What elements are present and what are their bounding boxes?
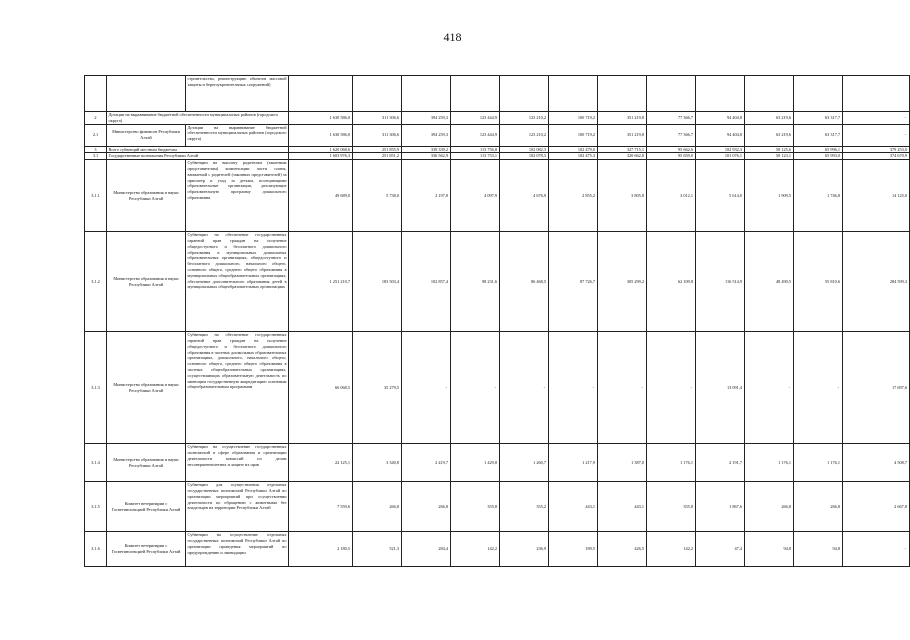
description-cell: Субвенции на осуществление государственных полномочий в сфере образования и организации деятельности комиссий по делам несовершеннолетних и защите их прав bbox=[186, 444, 289, 482]
value-cell: 443,1 bbox=[549, 482, 598, 532]
value-cell bbox=[500, 76, 549, 112]
value-cell: - bbox=[647, 332, 696, 444]
value-cell: 1 251 210,7 bbox=[289, 232, 353, 332]
owner-cell bbox=[107, 76, 186, 112]
description-cell: Субвенции на обеспечение государственных гарантий прав граждан на получение общедоступного и бесплатного дошкольного образования в муниципальных дошкольных образовательных организациях, общедоступного и бесплатного дошкольного, начального общего, основного общего, среднего общего образования в муниципальных общеобразовательных организациях, обеспечение дополнительного образования детей в муниципальных общеобразовательных организациях bbox=[186, 232, 289, 332]
value-cell: - bbox=[451, 332, 500, 444]
row-number-cell: 3 bbox=[85, 146, 107, 153]
description-cell: Субвенции на осуществление отдельных государственных полномочий Республики Алтай по организации проведения мероприятий по предупреждению и ликвидации bbox=[186, 532, 289, 567]
value-cell: 123 210,2 bbox=[500, 112, 549, 125]
value-cell: 379 253,0 bbox=[843, 146, 910, 153]
value-cell: 320 662,8 bbox=[598, 153, 647, 160]
value-cell: 355,8 bbox=[647, 482, 696, 532]
value-cell: 63 317,7 bbox=[794, 112, 843, 125]
value-cell: 3 340,8 bbox=[353, 444, 402, 482]
table-row bbox=[85, 112, 910, 125]
value-cell: 2 197,8 bbox=[402, 160, 451, 232]
value-cell: 5 614,0 bbox=[696, 160, 745, 232]
value-cell: 102 857,4 bbox=[402, 232, 451, 332]
owner-cell: Министерство образования и науки Республики Алтай bbox=[107, 160, 186, 232]
value-cell: 65 996,1 bbox=[794, 146, 843, 153]
value-cell: 116 514,9 bbox=[696, 232, 745, 332]
value-cell: 266,8 bbox=[794, 482, 843, 532]
value-cell: 62 109,8 bbox=[647, 232, 696, 332]
value-cell bbox=[353, 76, 402, 112]
value-cell: 66 068,5 bbox=[289, 332, 353, 444]
value-cell bbox=[843, 76, 910, 112]
value-cell: 1 260,7 bbox=[500, 444, 549, 482]
row-number-cell: 3.1.5 bbox=[85, 482, 107, 532]
value-cell: 4 508,7 bbox=[843, 444, 910, 482]
value-cell: 13 091,4 bbox=[696, 332, 745, 444]
value-cell: 339 339,2 bbox=[402, 146, 451, 153]
value-cell: 95 659,0 bbox=[647, 153, 696, 160]
value-cell: 182 932,3 bbox=[696, 146, 745, 153]
value-cell: 311 306,6 bbox=[353, 112, 402, 125]
value-cell: 1 176,1 bbox=[794, 444, 843, 482]
value-cell: 100 719,2 bbox=[549, 112, 598, 125]
value-cell: 1 217,9 bbox=[549, 444, 598, 482]
value-cell: - bbox=[794, 332, 843, 444]
table-row bbox=[85, 532, 910, 567]
value-cell bbox=[289, 76, 353, 112]
value-cell: 95 662,6 bbox=[647, 146, 696, 153]
value-cell: 351 219,8 bbox=[598, 124, 647, 146]
value-cell: 336 562,9 bbox=[402, 153, 451, 160]
table-row bbox=[85, 332, 910, 444]
description-cell: Субвенции для осуществления отдельных государственных полномочий Республики Алтай по организации мероприятий при осуществлении деятельности по обращению с животными без владельцев на территории Республики Алтай bbox=[186, 482, 289, 532]
value-cell: 98 231,6 bbox=[451, 232, 500, 332]
value-cell: 102 475,3 bbox=[549, 153, 598, 160]
value-cell: 100 719,2 bbox=[549, 124, 598, 146]
description-cell: Субвенции на обеспечение государственных гарантий прав граждан на получение общедоступного и бесплатного дошкольного образования в частных дошкольных образовательных организациях, дошкольного, начального общего, основного общего, среднего общего образования в частных общеобразовательных организациях, осуществляющих образовательную деятельность по имеющим государственную аккредитацию основным общеобразовательным программам bbox=[186, 332, 289, 444]
value-cell: 327 715,1 bbox=[598, 146, 647, 153]
value-cell: 1 746,8 bbox=[794, 160, 843, 232]
value-cell: 49 689,0 bbox=[289, 160, 353, 232]
value-cell: 251 851,2 bbox=[353, 153, 402, 160]
value-cell: 1 620 068,6 bbox=[289, 146, 353, 153]
row-title-cell: Дотации на выравнивание бюджетной обеспеченности муниципальных районов (городского округа) bbox=[107, 112, 289, 125]
owner-cell: Министерство образования и науки Республики Алтай bbox=[107, 444, 186, 482]
value-cell: 113 753,1 bbox=[451, 153, 500, 160]
description-cell: Дотации на выравнивание бюджетной обеспеченности муниципальных районов (городского округа) bbox=[186, 124, 289, 146]
value-cell: 2 855,2 bbox=[549, 160, 598, 232]
value-cell: 113 756,8 bbox=[451, 146, 500, 153]
value-cell: 22 125,1 bbox=[289, 444, 353, 482]
value-cell bbox=[598, 76, 647, 112]
value-cell: 63 317,7 bbox=[794, 124, 843, 146]
value-cell: 1 867,6 bbox=[696, 482, 745, 532]
value-cell bbox=[451, 76, 500, 112]
row-title-cell: Всего субвенций местным бюджетам bbox=[107, 146, 289, 153]
value-cell: 102 078,3 bbox=[500, 153, 549, 160]
value-cell: - bbox=[843, 532, 910, 567]
row-number-cell: 3.1 bbox=[85, 153, 107, 160]
value-cell: - bbox=[598, 332, 647, 444]
value-cell: 305 299,2 bbox=[598, 232, 647, 332]
value-cell: 374 670,9 bbox=[843, 153, 910, 160]
value-cell: 5 738,0 bbox=[353, 160, 402, 232]
value-cell: 123 210,2 bbox=[500, 124, 549, 146]
owner-cell: Министерство финансов Республики Алтай bbox=[107, 124, 186, 146]
value-cell: 1 603 976,3 bbox=[289, 153, 353, 160]
value-cell: 123 444,9 bbox=[451, 124, 500, 146]
value-cell: 1 630 586,0 bbox=[289, 112, 353, 125]
value-cell bbox=[402, 76, 451, 112]
value-cell: 4 676,9 bbox=[500, 160, 549, 232]
value-cell: 14 125,0 bbox=[843, 160, 910, 232]
value-cell: 355,2 bbox=[500, 482, 549, 532]
value-cell: 284 599,3 bbox=[843, 232, 910, 332]
value-cell: 86 468,5 bbox=[500, 232, 549, 332]
value-cell: 94,8 bbox=[794, 532, 843, 567]
row-number-cell bbox=[85, 76, 107, 112]
value-cell: - bbox=[745, 332, 794, 444]
value-cell: 142,2 bbox=[647, 532, 696, 567]
value-cell: 63 219,6 bbox=[745, 112, 794, 125]
value-cell: 2 191,7 bbox=[696, 444, 745, 482]
table-row bbox=[85, 482, 910, 532]
value-cell: 3 805,8 bbox=[598, 160, 647, 232]
value-cell: - bbox=[549, 332, 598, 444]
value-cell: 1 909,5 bbox=[745, 160, 794, 232]
value-cell: 3 012,1 bbox=[647, 160, 696, 232]
value-cell: 426,5 bbox=[598, 532, 647, 567]
table-row bbox=[85, 146, 910, 153]
value-cell: 55 810,6 bbox=[794, 232, 843, 332]
value-cell: 236,9 bbox=[500, 532, 549, 567]
row-number-cell: 3.1.4 bbox=[85, 444, 107, 482]
value-cell: 284,4 bbox=[402, 532, 451, 567]
value-cell: 7 559,6 bbox=[289, 482, 353, 532]
value-cell: 35 279,5 bbox=[353, 332, 402, 444]
value-cell: 266,8 bbox=[745, 482, 794, 532]
description-cell: Субвенции на выплату родителям (законным представителям) компенсации части платы, взимаемой с родителей (законных представителей) за присмотр и уход за детьми, посещающими образовательные организации, реализующие образовательную программу дошкольного образования bbox=[186, 160, 289, 232]
owner-cell: Министерство образования и науки Республики Алтай bbox=[107, 332, 186, 444]
value-cell: 2 667,8 bbox=[843, 482, 910, 532]
value-cell: 77 366,7 bbox=[647, 124, 696, 146]
budget-table-container bbox=[84, 75, 907, 567]
value-cell: - bbox=[843, 112, 910, 125]
value-cell: 355,8 bbox=[451, 482, 500, 532]
value-cell: 311 306,6 bbox=[353, 124, 402, 146]
value-cell: 94 404,8 bbox=[696, 124, 745, 146]
row-number-cell: 3.1.3 bbox=[85, 332, 107, 444]
value-cell: 58 123,1 bbox=[745, 153, 794, 160]
value-cell: 443,1 bbox=[598, 482, 647, 532]
value-cell: 2 419,7 bbox=[402, 444, 451, 482]
value-cell: 1 387,0 bbox=[598, 444, 647, 482]
value-cell: 48 490,5 bbox=[745, 232, 794, 332]
value-cell: 63 219,6 bbox=[745, 124, 794, 146]
value-cell bbox=[647, 76, 696, 112]
value-cell: 87 726,7 bbox=[549, 232, 598, 332]
value-cell: 251 855,9 bbox=[353, 146, 402, 153]
table-row bbox=[85, 232, 910, 332]
row-number-cell: 3.1.1 bbox=[85, 160, 107, 232]
value-cell: 142,2 bbox=[451, 532, 500, 567]
value-cell: 4 097,9 bbox=[451, 160, 500, 232]
value-cell: 394 259,3 bbox=[402, 112, 451, 125]
table-row bbox=[85, 160, 910, 232]
value-cell: 189,5 bbox=[549, 532, 598, 567]
value-cell: 102 479,0 bbox=[549, 146, 598, 153]
description-cell: строительство, реконструкцию объектов массовой защиты и берегоукрепительных сооружений) bbox=[186, 76, 289, 112]
value-cell: - bbox=[402, 332, 451, 444]
owner-cell: Комитет ветеринарии с Госветинспекцией Республики Алтай bbox=[107, 482, 186, 532]
value-cell bbox=[549, 76, 598, 112]
value-cell: 94 404,8 bbox=[696, 112, 745, 125]
value-cell: 102 082,3 bbox=[500, 146, 549, 153]
value-cell: 1 176,1 bbox=[745, 444, 794, 482]
value-cell: 351 219,8 bbox=[598, 112, 647, 125]
table-row bbox=[85, 124, 910, 146]
value-cell: 394 259,3 bbox=[402, 124, 451, 146]
row-number-cell: 2.1 bbox=[85, 124, 107, 146]
value-cell: 47,4 bbox=[696, 532, 745, 567]
value-cell: 17 697,6 bbox=[843, 332, 910, 444]
value-cell: 123 444,9 bbox=[451, 112, 500, 125]
value-cell bbox=[745, 76, 794, 112]
value-cell: 1 630 586,0 bbox=[289, 124, 353, 146]
value-cell: 266,8 bbox=[353, 482, 402, 532]
budget-table bbox=[84, 75, 910, 567]
value-cell: 266,8 bbox=[402, 482, 451, 532]
value-cell: 183 503,4 bbox=[353, 232, 402, 332]
row-title-cell: Государственные полномочия Республики Алтай bbox=[107, 153, 289, 160]
value-cell bbox=[794, 76, 843, 112]
owner-cell: Комитет ветеринарии с Госветинспекцией Республики Алтай bbox=[107, 532, 186, 567]
table-row bbox=[85, 153, 910, 160]
value-cell: 521,3 bbox=[353, 532, 402, 567]
value-cell: 58 125,6 bbox=[745, 146, 794, 153]
value-cell: - bbox=[500, 332, 549, 444]
value-cell: 181 076,1 bbox=[696, 153, 745, 160]
value-cell: 77 366,7 bbox=[647, 112, 696, 125]
table-row bbox=[85, 76, 910, 112]
value-cell bbox=[696, 76, 745, 112]
page-number: 418 bbox=[443, 30, 462, 44]
value-cell: 1 176,1 bbox=[647, 444, 696, 482]
value-cell: 1 429,8 bbox=[451, 444, 500, 482]
value-cell: 2 180,5 bbox=[289, 532, 353, 567]
value-cell: 94,8 bbox=[745, 532, 794, 567]
row-number-cell: 2 bbox=[85, 112, 107, 125]
value-cell: - bbox=[843, 124, 910, 146]
table-row bbox=[85, 444, 910, 482]
value-cell: 65 993,0 bbox=[794, 153, 843, 160]
row-number-cell: 3.1.6 bbox=[85, 532, 107, 567]
row-number-cell: 3.1.2 bbox=[85, 232, 107, 332]
owner-cell: Министерство образования и науки Республики Алтай bbox=[107, 232, 186, 332]
